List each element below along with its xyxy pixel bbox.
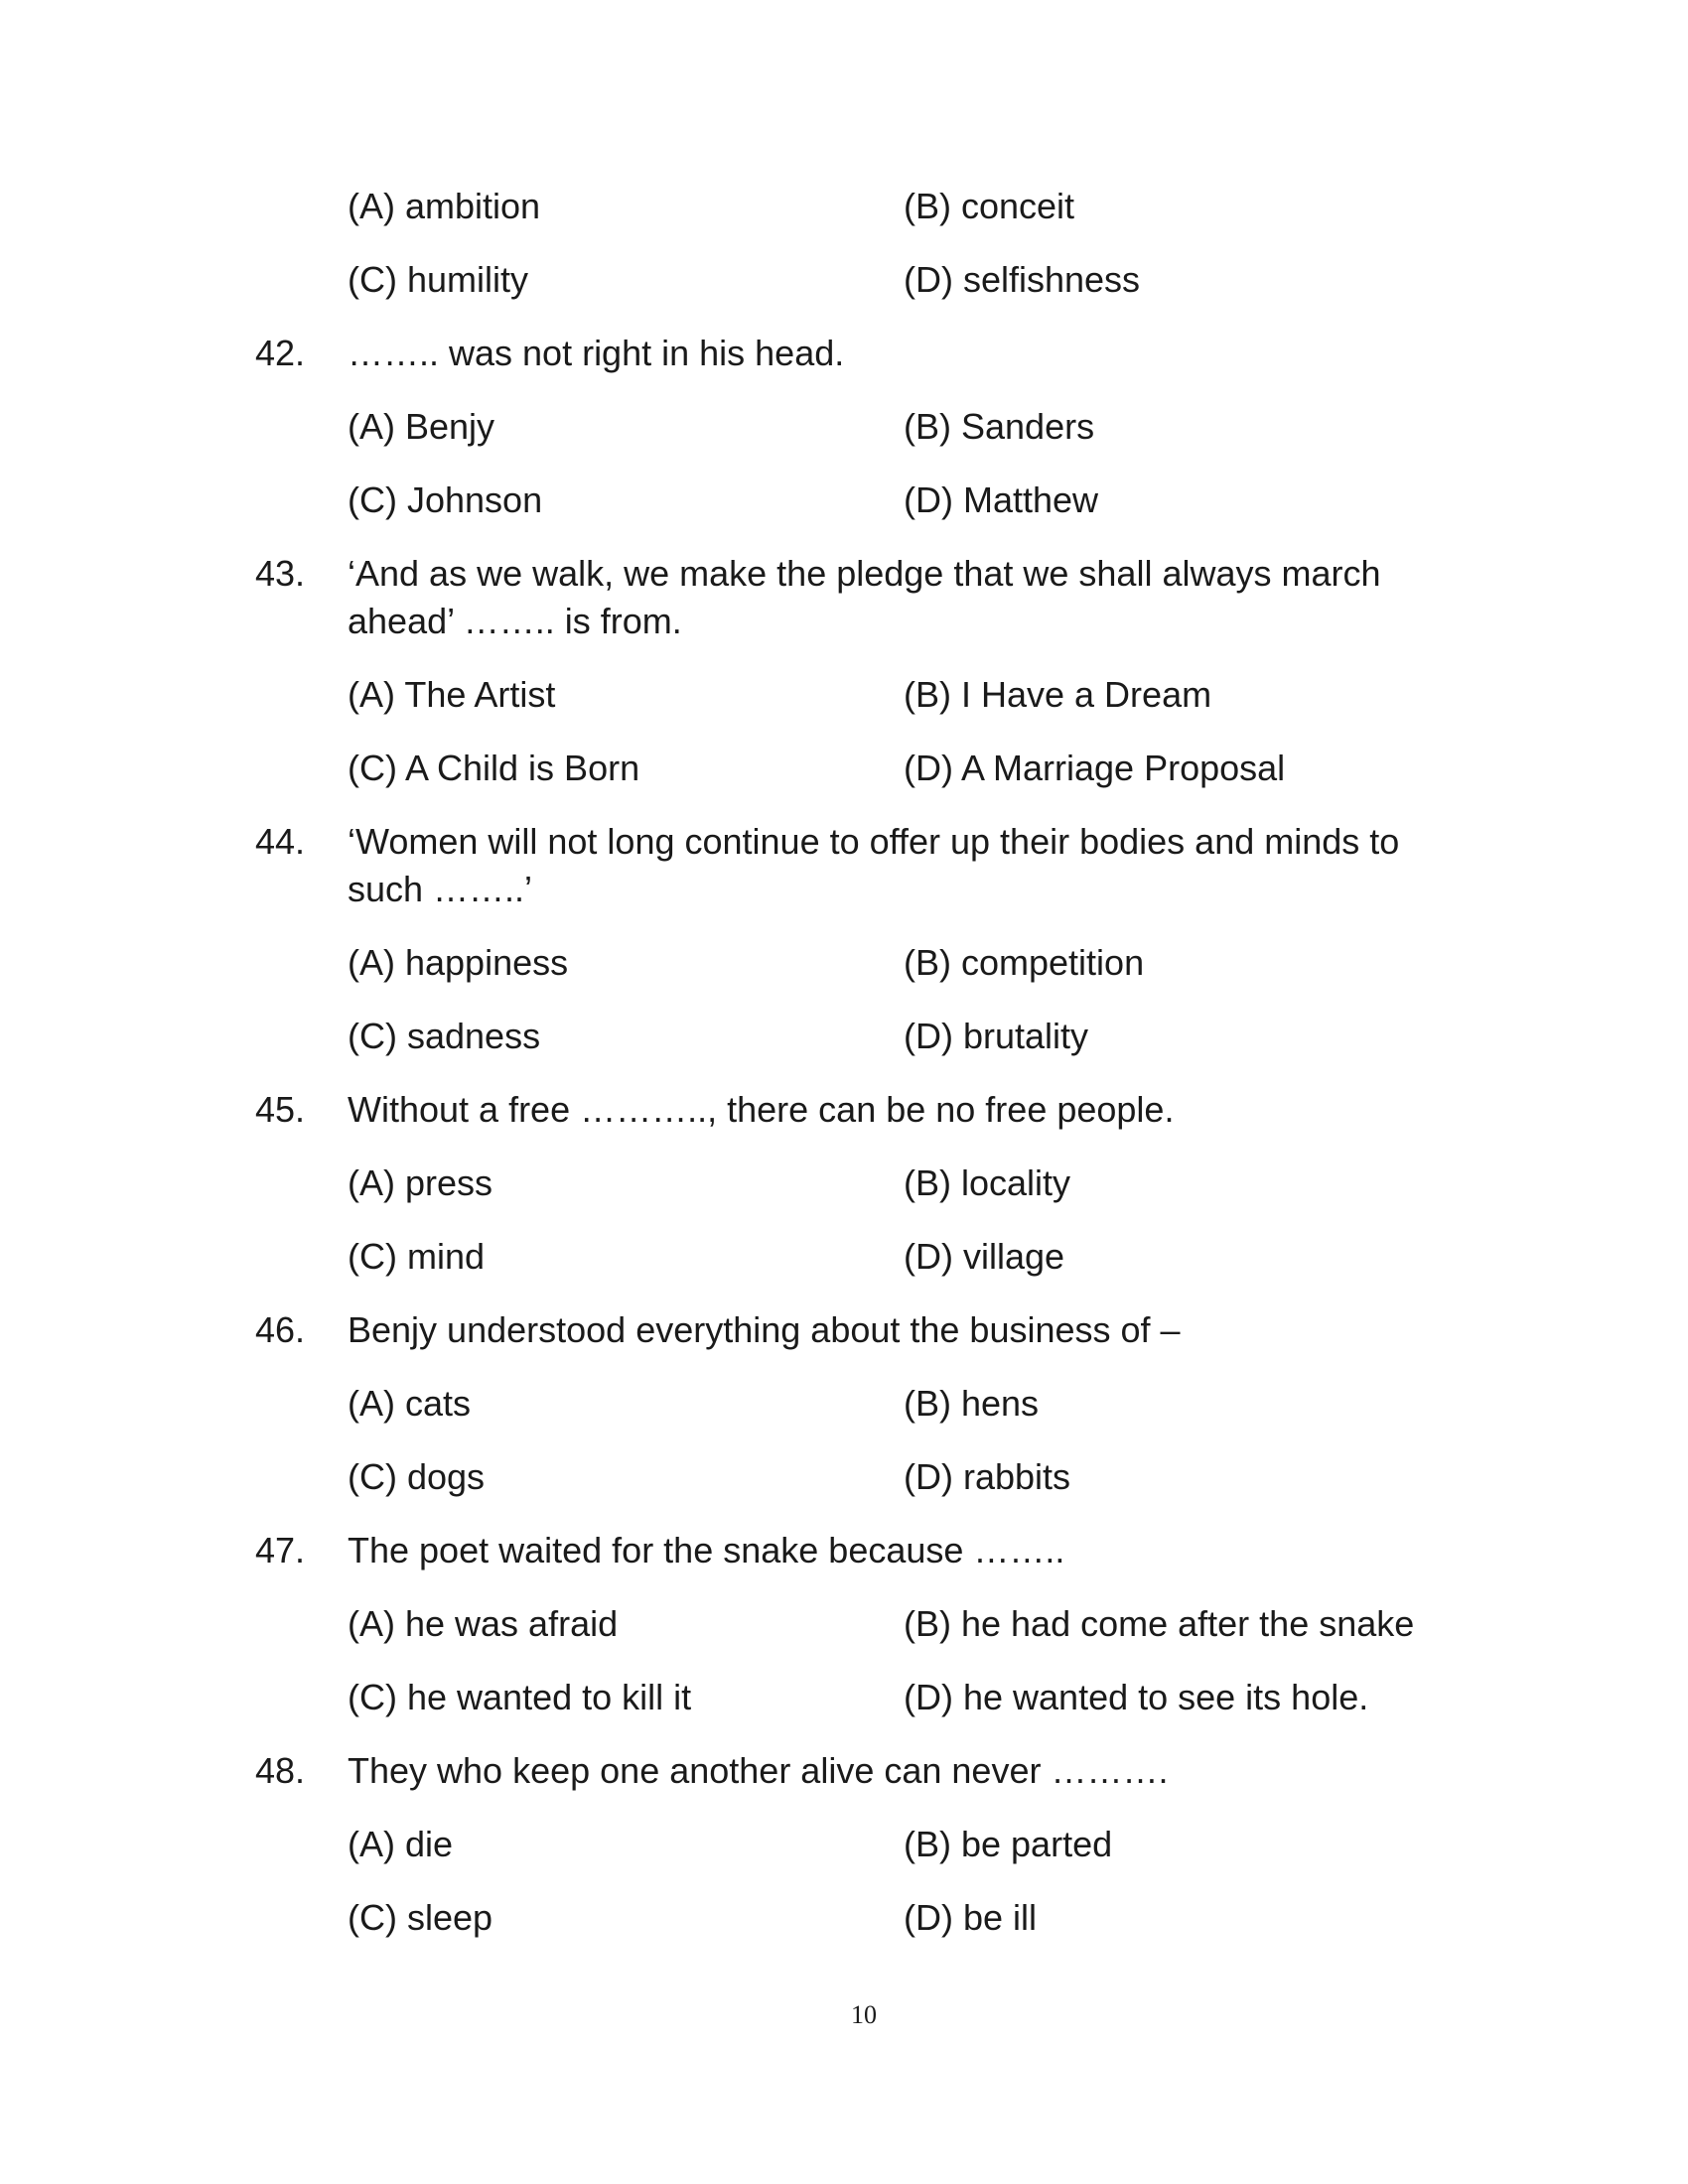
- option-41-a: (A) ambition: [348, 186, 541, 226]
- option-41-b: (B) conceit: [904, 186, 1075, 226]
- question-46-text: Benjy understood everything about the business of –: [348, 1309, 1181, 1350]
- option-43-a: (A) The Artist: [348, 674, 556, 715]
- question-43-text-line2: ahead’ …….. is from.: [348, 601, 682, 641]
- option-48-a: (A) die: [348, 1824, 454, 1864]
- option-46-d: (D) rabbits: [904, 1456, 1071, 1497]
- question-44-text-line1: ‘Women will not long continue to offer up their bodies and minds to: [348, 821, 1400, 862]
- question-42-number: 42.: [255, 333, 306, 373]
- page-number: 10: [851, 2000, 877, 2029]
- option-44-d: (D) brutality: [904, 1016, 1089, 1056]
- option-42-c: (C) Johnson: [348, 479, 543, 520]
- option-42-d: (D) Matthew: [904, 479, 1099, 520]
- option-47-b: (B) he had come after the snake: [904, 1603, 1415, 1644]
- option-46-a: (A) cats: [348, 1383, 472, 1424]
- option-47-c: (C) he wanted to kill it: [348, 1677, 692, 1717]
- option-48-b: (B) be parted: [904, 1824, 1113, 1864]
- option-41-c: (C) humility: [348, 259, 529, 300]
- question-43-number: 43.: [255, 553, 306, 594]
- option-45-a: (A) press: [348, 1162, 493, 1203]
- option-41-d: (D) selfishness: [904, 259, 1141, 300]
- question-48-number: 48.: [255, 1750, 306, 1791]
- question-42-text: …….. was not right in his head.: [348, 333, 845, 373]
- option-48-c: (C) sleep: [348, 1897, 493, 1938]
- question-45-number: 45.: [255, 1089, 306, 1130]
- option-48-d: (D) be ill: [904, 1897, 1038, 1938]
- option-45-b: (B) locality: [904, 1162, 1071, 1203]
- option-44-b: (B) competition: [904, 942, 1145, 983]
- question-44-number: 44.: [255, 821, 306, 862]
- question-47-text: The poet waited for the snake because ……..: [348, 1530, 1065, 1570]
- option-46-c: (C) dogs: [348, 1456, 486, 1497]
- option-47-d: (D) he wanted to see its hole.: [904, 1677, 1369, 1717]
- question-43-text-line1: ‘And as we walk, we make the pledge that we shall always march: [348, 553, 1381, 594]
- option-42-a: (A) Benjy: [348, 406, 495, 447]
- option-45-d: (D) village: [904, 1236, 1065, 1277]
- option-43-d: (D) A Marriage Proposal: [904, 748, 1286, 788]
- question-47-number: 47.: [255, 1530, 306, 1570]
- option-44-c: (C) sadness: [348, 1016, 541, 1056]
- option-43-b: (B) I Have a Dream: [904, 674, 1212, 715]
- option-43-c: (C) A Child is Born: [348, 748, 640, 788]
- option-45-c: (C) mind: [348, 1236, 486, 1277]
- question-48-text: They who keep one another alive can never ……….: [348, 1750, 1169, 1791]
- question-44-text-line2: such ……..’: [348, 869, 533, 909]
- option-44-a: (A) happiness: [348, 942, 569, 983]
- option-42-b: (B) Sanders: [904, 406, 1095, 447]
- question-46-number: 46.: [255, 1309, 306, 1350]
- option-46-b: (B) hens: [904, 1383, 1040, 1424]
- option-47-a: (A) he was afraid: [348, 1603, 619, 1644]
- question-45-text: Without a free ……….., there can be no free people.: [348, 1089, 1175, 1130]
